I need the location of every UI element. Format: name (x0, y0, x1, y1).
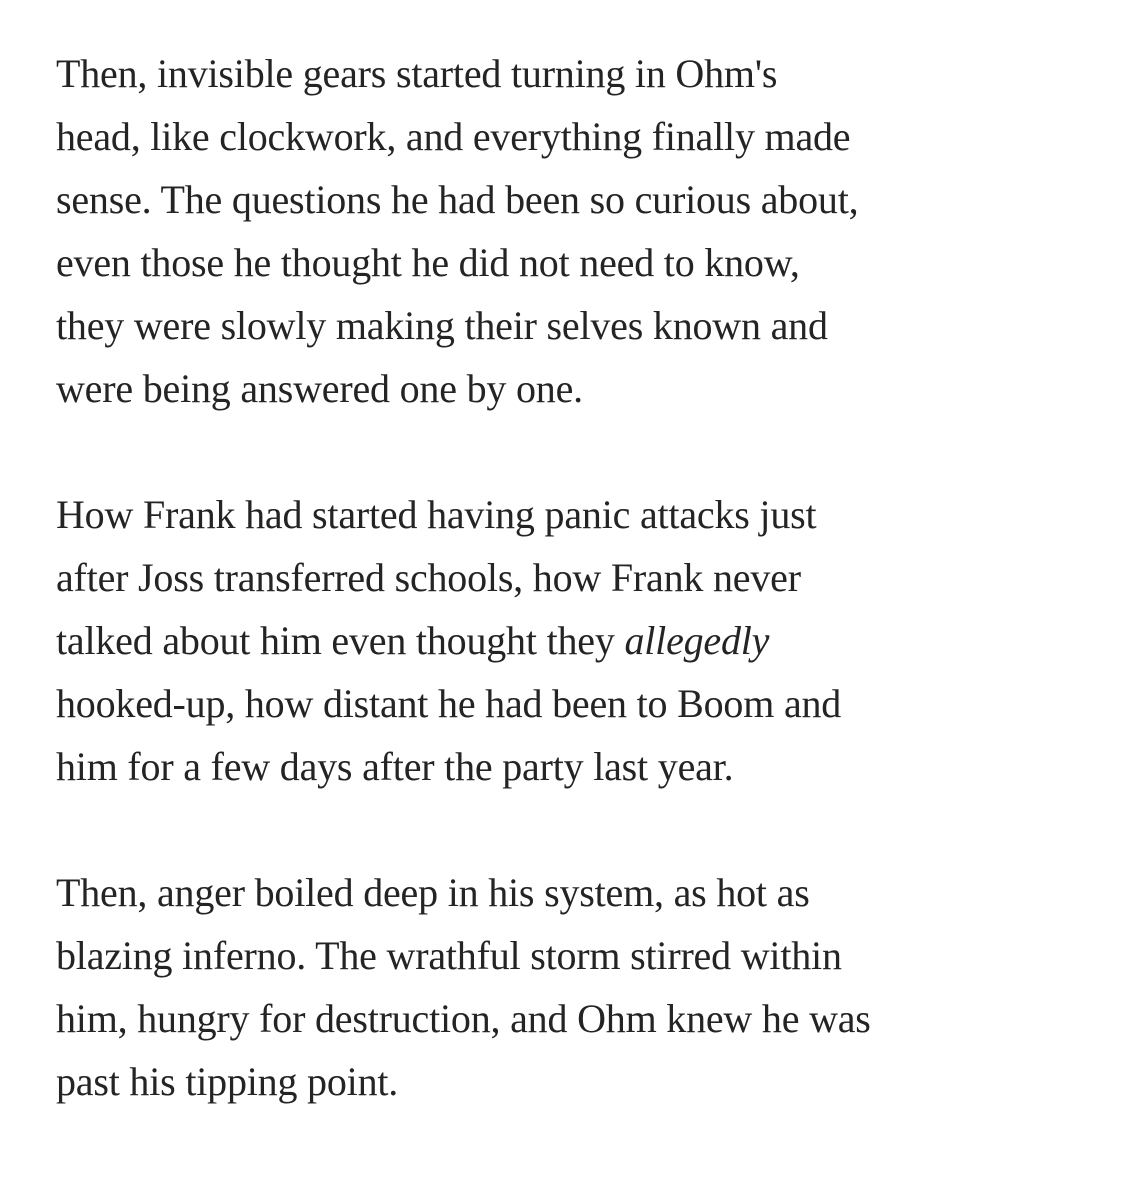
text-line: Then, invisible gears started turning in Ohm's (56, 51, 778, 96)
text-line: even those he thought he did not need to know, (56, 240, 800, 285)
text-line: were being answered one by one. (56, 366, 583, 411)
paragraph-3 (56, 861, 1096, 1113)
text-line: head, like clockwork, and everything finally made (56, 114, 851, 159)
paragraph-2 (56, 483, 1096, 798)
text-line: sense. The questions he had been so curious about, (56, 177, 859, 222)
emphasized-word: allegedly (624, 618, 770, 663)
text-line-with-emphasis (56, 609, 1096, 672)
paragraph-1 (56, 42, 1096, 420)
text-line: him for a few days after the party last year. (56, 744, 734, 789)
text-line: him, hungry for destruction, and Ohm knew he was (56, 996, 871, 1041)
article-body (56, 42, 1096, 1176)
text-line: past his tipping point. (56, 1059, 399, 1104)
text-fragment: talked about him even thought they (56, 618, 625, 663)
text-line: How Frank had started having panic attacks just (56, 492, 817, 537)
text-line: they were slowly making their selves known and (56, 303, 828, 348)
text-line: Then, anger boiled deep in his system, as hot as (56, 870, 810, 915)
text-line: blazing inferno. The wrathful storm stirred within (56, 933, 842, 978)
text-line: after Joss transferred schools, how Frank never (56, 555, 801, 600)
text-line: hooked-up, how distant he had been to Boom and (56, 681, 842, 726)
